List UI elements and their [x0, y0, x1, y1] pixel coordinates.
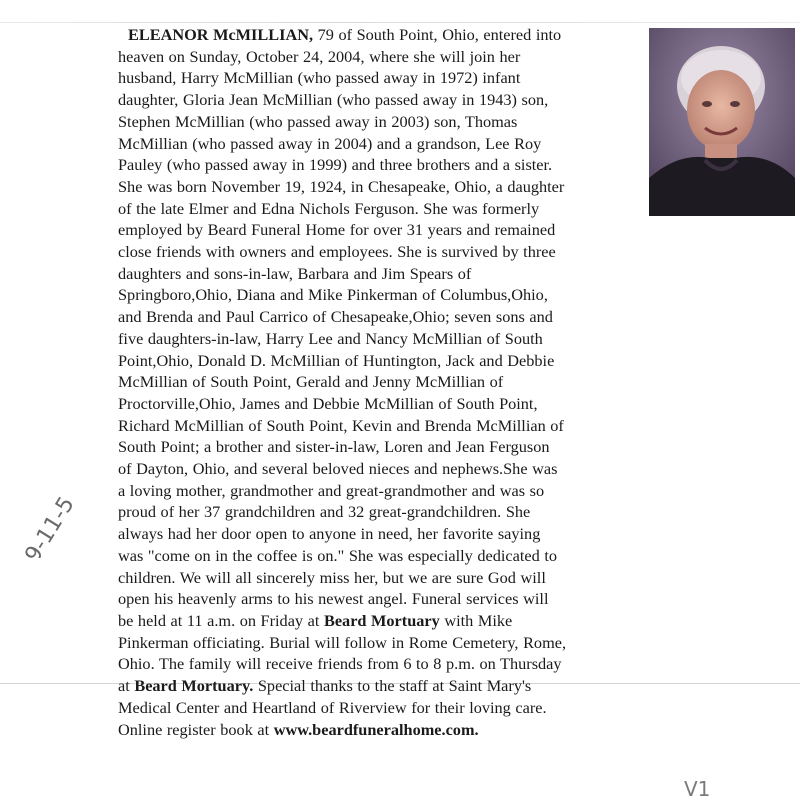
mortuary-name: Beard Mortuary. — [134, 676, 254, 696]
obituary-line: Richard McMillian of South Point, Kevin and Brenda McMillian of — [118, 415, 564, 435]
obituary-line: Pauley (who passed away in 1999) and three brothers and a sister. — [118, 155, 553, 175]
obituary-line-1: ELEANOR McMILLIAN, 79 of South Point, Ohio, entered into — [118, 24, 658, 46]
obituary-line: was "come on in the coffee is on." She was especially dedicated to — [118, 545, 558, 565]
obituary-line: She was born November 19, 1924, in Chesapeake, Ohio, a daughter — [118, 176, 565, 196]
obituary-line: of Dayton, Ohio, and several beloved nieces and nephews.She was — [118, 459, 558, 479]
obituary-line-services: be held at 11 a.m. on Friday at Beard Mortuary with Mike — [118, 610, 513, 630]
obituary-text — [118, 24, 658, 740]
obituary-line-thanks: at Beard Mortuary. Special thanks to the staff at Saint Mary's — [118, 676, 532, 696]
deceased-name: ELEANOR McMILLIAN, — [128, 25, 314, 44]
obituary-line: McMillian (who passed away in 2004) and a grandson, Lee Roy — [118, 133, 542, 153]
obituary-line: Stephen McMillian (who passed away in 2003) son, Thomas — [118, 111, 518, 131]
obituary-line: South Point; a brother and sister-in-law, Loren and Jean Ferguson — [118, 437, 550, 457]
obituary-line: of the late Elmer and Edna Nichols Ferguson. She was formerly — [118, 198, 540, 218]
obituary-line: open his heavenly arms to his newest angel. Funeral services will — [118, 589, 549, 609]
scan-edge-top — [0, 22, 800, 23]
obituary-line: Ohio. The family will receive friends from 6 to 8 p.m. on Thursday — [118, 654, 562, 674]
obituary-line: daughters and sons-in-law, Barbara and Jim Spears of — [118, 263, 472, 283]
date-note-text: 9-11-5 — [20, 492, 80, 558]
portrait-photo — [649, 28, 795, 216]
mortuary-name: Beard Mortuary — [323, 610, 440, 630]
obituary-line: Medical Center and Heartland of Riverview for their loving care. — [118, 697, 547, 717]
obituary-line: Proctorville,Ohio, James and Debbie McMillian of South Point, — [118, 393, 538, 413]
obituary-line: daughter, Gloria Jean McMillian (who passed away in 1943) son, — [118, 90, 549, 110]
obituary-clipping — [118, 24, 658, 760]
obituary-line: close friends with owners and employees. She is survived by three — [118, 242, 556, 262]
obituary-line: heaven on Sunday, October 24, 2004, where she will join her — [118, 46, 521, 66]
obituary-line: Springboro,Ohio, Diana and Mike Pinkerman of Columbus,Ohio, — [118, 285, 548, 305]
portrait-photo-icon — [649, 28, 795, 216]
obituary-line: proud of her 37 grandchildren and 32 great-grandchildren. She — [118, 502, 531, 522]
obituary-line-register: Online register book at www.beardfuneralhome.com. — [118, 719, 479, 739]
handwritten-date-note — [0, 478, 110, 558]
obituary-line: a loving mother, grandmother and great-grandmother and was so — [118, 480, 545, 500]
obituary-line: and Brenda and Paul Carrico of Chesapeake,Ohio; seven sons and — [118, 307, 553, 327]
obituary-line: five daughters-in-law, Harry Lee and Nancy McMillian of South — [118, 328, 543, 348]
website-link[interactable]: www.beardfuneralhome.com. — [273, 719, 479, 739]
corner-mark-text: V1 — [684, 777, 711, 801]
obituary-line: children. We will all sincerely miss her, but we are sure God will — [118, 567, 546, 587]
handwritten-corner-mark — [680, 772, 740, 802]
obituary-line: always had her door open to anyone in need, her favorite saying — [118, 524, 541, 544]
obituary-line: employed by Beard Funeral Home for over 31 years and remained — [118, 220, 556, 240]
obituary-line: husband, Harry McMillian (who passed away in 1972) infant — [118, 68, 521, 88]
obituary-line: Pinkerman officiating. Burial will follow in Rome Cemetery, Rome, — [118, 632, 567, 652]
obituary-line: Point,Ohio, Donald D. McMillian of Huntington, Jack and Debbie — [118, 350, 555, 370]
obituary-line: McMillian of South Point, Gerald and Jenny McMillian of — [118, 372, 504, 392]
